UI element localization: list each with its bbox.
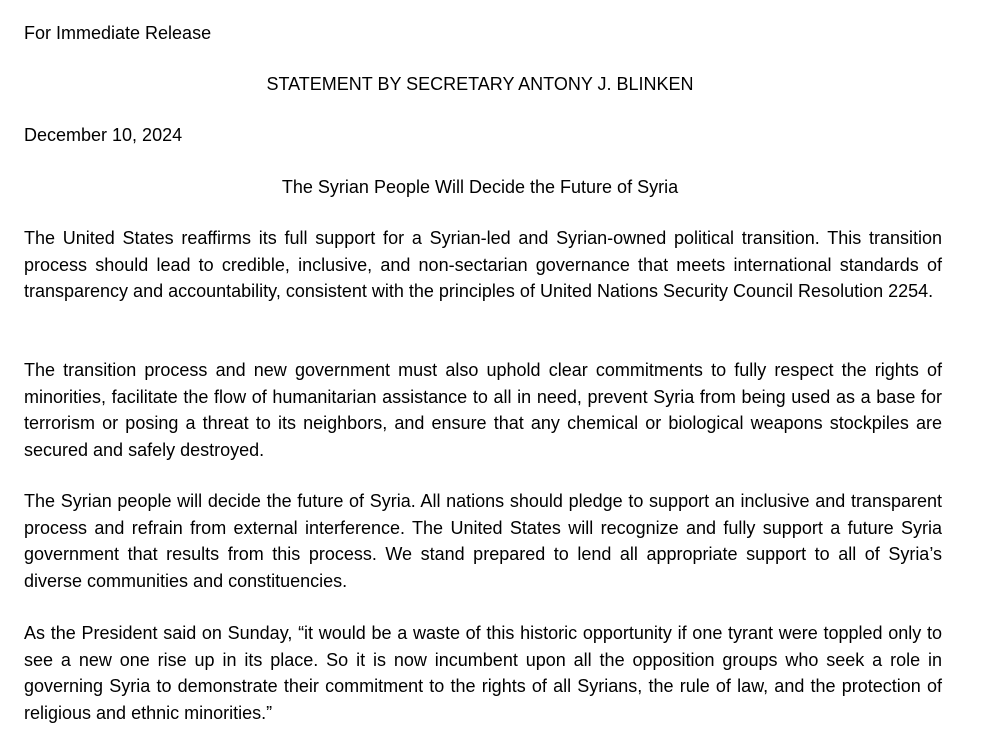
body-paragraph-2: The transition process and new government must also uphold clear commitments to fully respect the rights of minorities, facilitate the flow of humanitarian assistance to all in need, prevent Syria from being used as a base for terrorism or posing a threat to its neighbors, and ensure that any chemical or biological weapons stockpiles are secured and safely destroyed. — [24, 360, 942, 460]
release-label: For Immediate Release — [24, 23, 212, 43]
statement-heading: STATEMENT BY SECRETARY ANTONY J. BLINKEN — [266, 74, 694, 94]
body-paragraph-4: As the President said on Sunday, “it would be a waste of this historic opportunity if one tyrant were toppled only to see a new one rise up in its place. So it is now incumbent upon all the opposition groups who seek a role in governing Syria to demonstrate their commitment to the rights of all Syrians, the rule of law, and the protection of religious and ethnic minorities.” — [24, 623, 942, 723]
statement-title: The Syrian People Will Decide the Future of Syria — [281, 177, 679, 197]
body-paragraph-3: The Syrian people will decide the future of Syria. All nations should pledge to support an inclusive and transparent process and refrain from external interference. The United States will recognize and fully support a future Syria government that results from this process. We stand prepared to lend all appropriate support to all of Syria’s diverse communities and constituencies. — [24, 491, 942, 591]
statement-date: December 10, 2024 — [24, 125, 183, 145]
body-paragraph-1: The United States reaffirms its full support for a Syrian-led and Syrian-owned political transition. This transition process should lead to credible, inclusive, and non-sectarian governance that meets international standards of transparency and accountability, consistent with the principles of United Nations Security Council Resolution 2254. — [24, 228, 942, 301]
